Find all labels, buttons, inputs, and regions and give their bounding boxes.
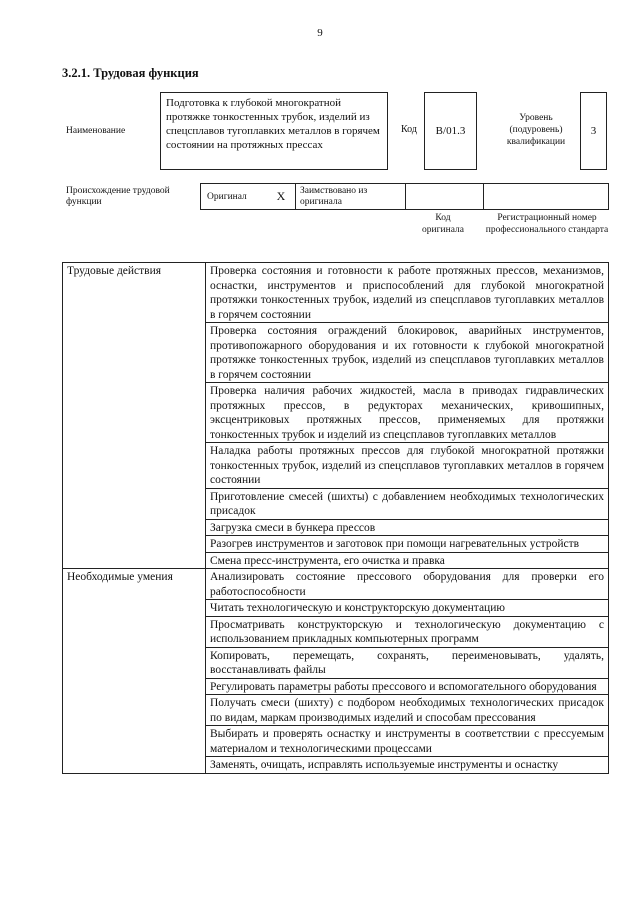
skill-item: Заменять, очищать, исправлять используемые инструменты и оснастку	[206, 757, 609, 774]
code-label: Код	[401, 124, 417, 135]
origin-code-cell	[405, 184, 483, 209]
skill-item: Просматривать конструкторскую и технологическую документацию с использованием прикладных компьютерных программ	[206, 616, 609, 647]
skill-item: Анализировать состояние прессового оборудования для проверки его работоспособности	[206, 569, 609, 600]
code-value-box: B/01.3	[424, 92, 477, 170]
labor-action-category: Трудовые действия	[63, 263, 206, 569]
labor-action-item: Загрузка смеси в бункера прессов	[206, 519, 609, 536]
skill-item: Читать технологическую и конструкторскую документацию	[206, 600, 609, 617]
table-row	[63, 569, 609, 600]
origin-borrowed-cell: Заимствовано из оригинала	[295, 184, 405, 209]
function-name-box: Подготовка к глубокой многократной протяжке тонкостенных трубок, изделий из спецсплавов тугоплавких металлов в горячем состоянии на протяжных прессах	[160, 92, 388, 170]
section-title: 3.2.1. Трудовая функция	[62, 66, 199, 80]
skill-item: Копировать, перемещать, сохранять, переименовывать, удалять, восстанавливать файлы	[206, 647, 609, 678]
origin-original-cell: Оригинал	[200, 184, 267, 209]
origin-reg-cell	[483, 184, 609, 209]
labor-action-item: Проверка состояния и готовности к работе протяжных прессов, механизмов, оснастки, инструментов и приспособлений для глубокой многократной протяжки тонкостенных трубок, изделий из спецсплавов тугоплавких металлов в горячем состоянии	[206, 263, 609, 323]
skill-item: Регулировать параметры работы прессового и вспомогательного оборудования	[206, 678, 609, 695]
origin-reg-caption: Регистрационный номер профессионального стандарта	[485, 213, 609, 235]
level-value-box: 3	[580, 92, 607, 170]
skill-item: Получать смеси (шихту) с подбором необходимых технологических присадок по видам, маркам производимых изделий и способам прессования	[206, 695, 609, 726]
labor-action-item: Проверка наличия рабочих жидкостей, масла в приводах гидравлических протяжных прессов, в редукторах механических, кривошипных, эксцентриковых протяжных прессов, применяемых для протяжки тонкостенных трубок и изделий из спецсплавов тугоплавких металлов	[206, 383, 609, 443]
skill-item: Выбирать и проверять оснастку и инструменты в соответствии с прессуемым материалом и технологическими процессами	[206, 726, 609, 757]
origin-mark: X	[276, 189, 286, 203]
origin-code-caption: Код оригинала	[422, 213, 464, 235]
labor-action-item: Проверка состояния ограждений блокировок, аварийных инструментов, противопожарного оборудования и их готовности к глубокой многократной протяжке тонкостенных трубок, изделий из спецсплавов тугоплавких металлов в горячем состоянии	[206, 323, 609, 383]
name-label: Наименование	[66, 126, 126, 136]
skill-category: Необходимые умения	[63, 569, 206, 774]
functions-table	[62, 262, 609, 774]
labor-action-item: Наладка работы протяжных прессов для глубокой многократной протяжки тонкостенных трубок, изделий из спецсплавов тугоплавких металлов в горячем состоянии	[206, 443, 609, 489]
page-number: 9	[317, 27, 323, 39]
level-label: Уровень (подуровень) квалификации	[506, 113, 566, 147]
labor-action-item: Приготовление смесей (шихты) с добавлением необходимых технологических присадок	[206, 488, 609, 519]
table-row	[63, 263, 609, 323]
labor-action-item: Разогрев инструментов и заготовок при помощи нагревательных устройств	[206, 536, 609, 553]
labor-action-item: Смена пресс-инструмента, его очистка и правка	[206, 552, 609, 569]
origin-label: Происхождение трудовой функции	[66, 186, 170, 207]
origin-grid	[200, 183, 609, 210]
